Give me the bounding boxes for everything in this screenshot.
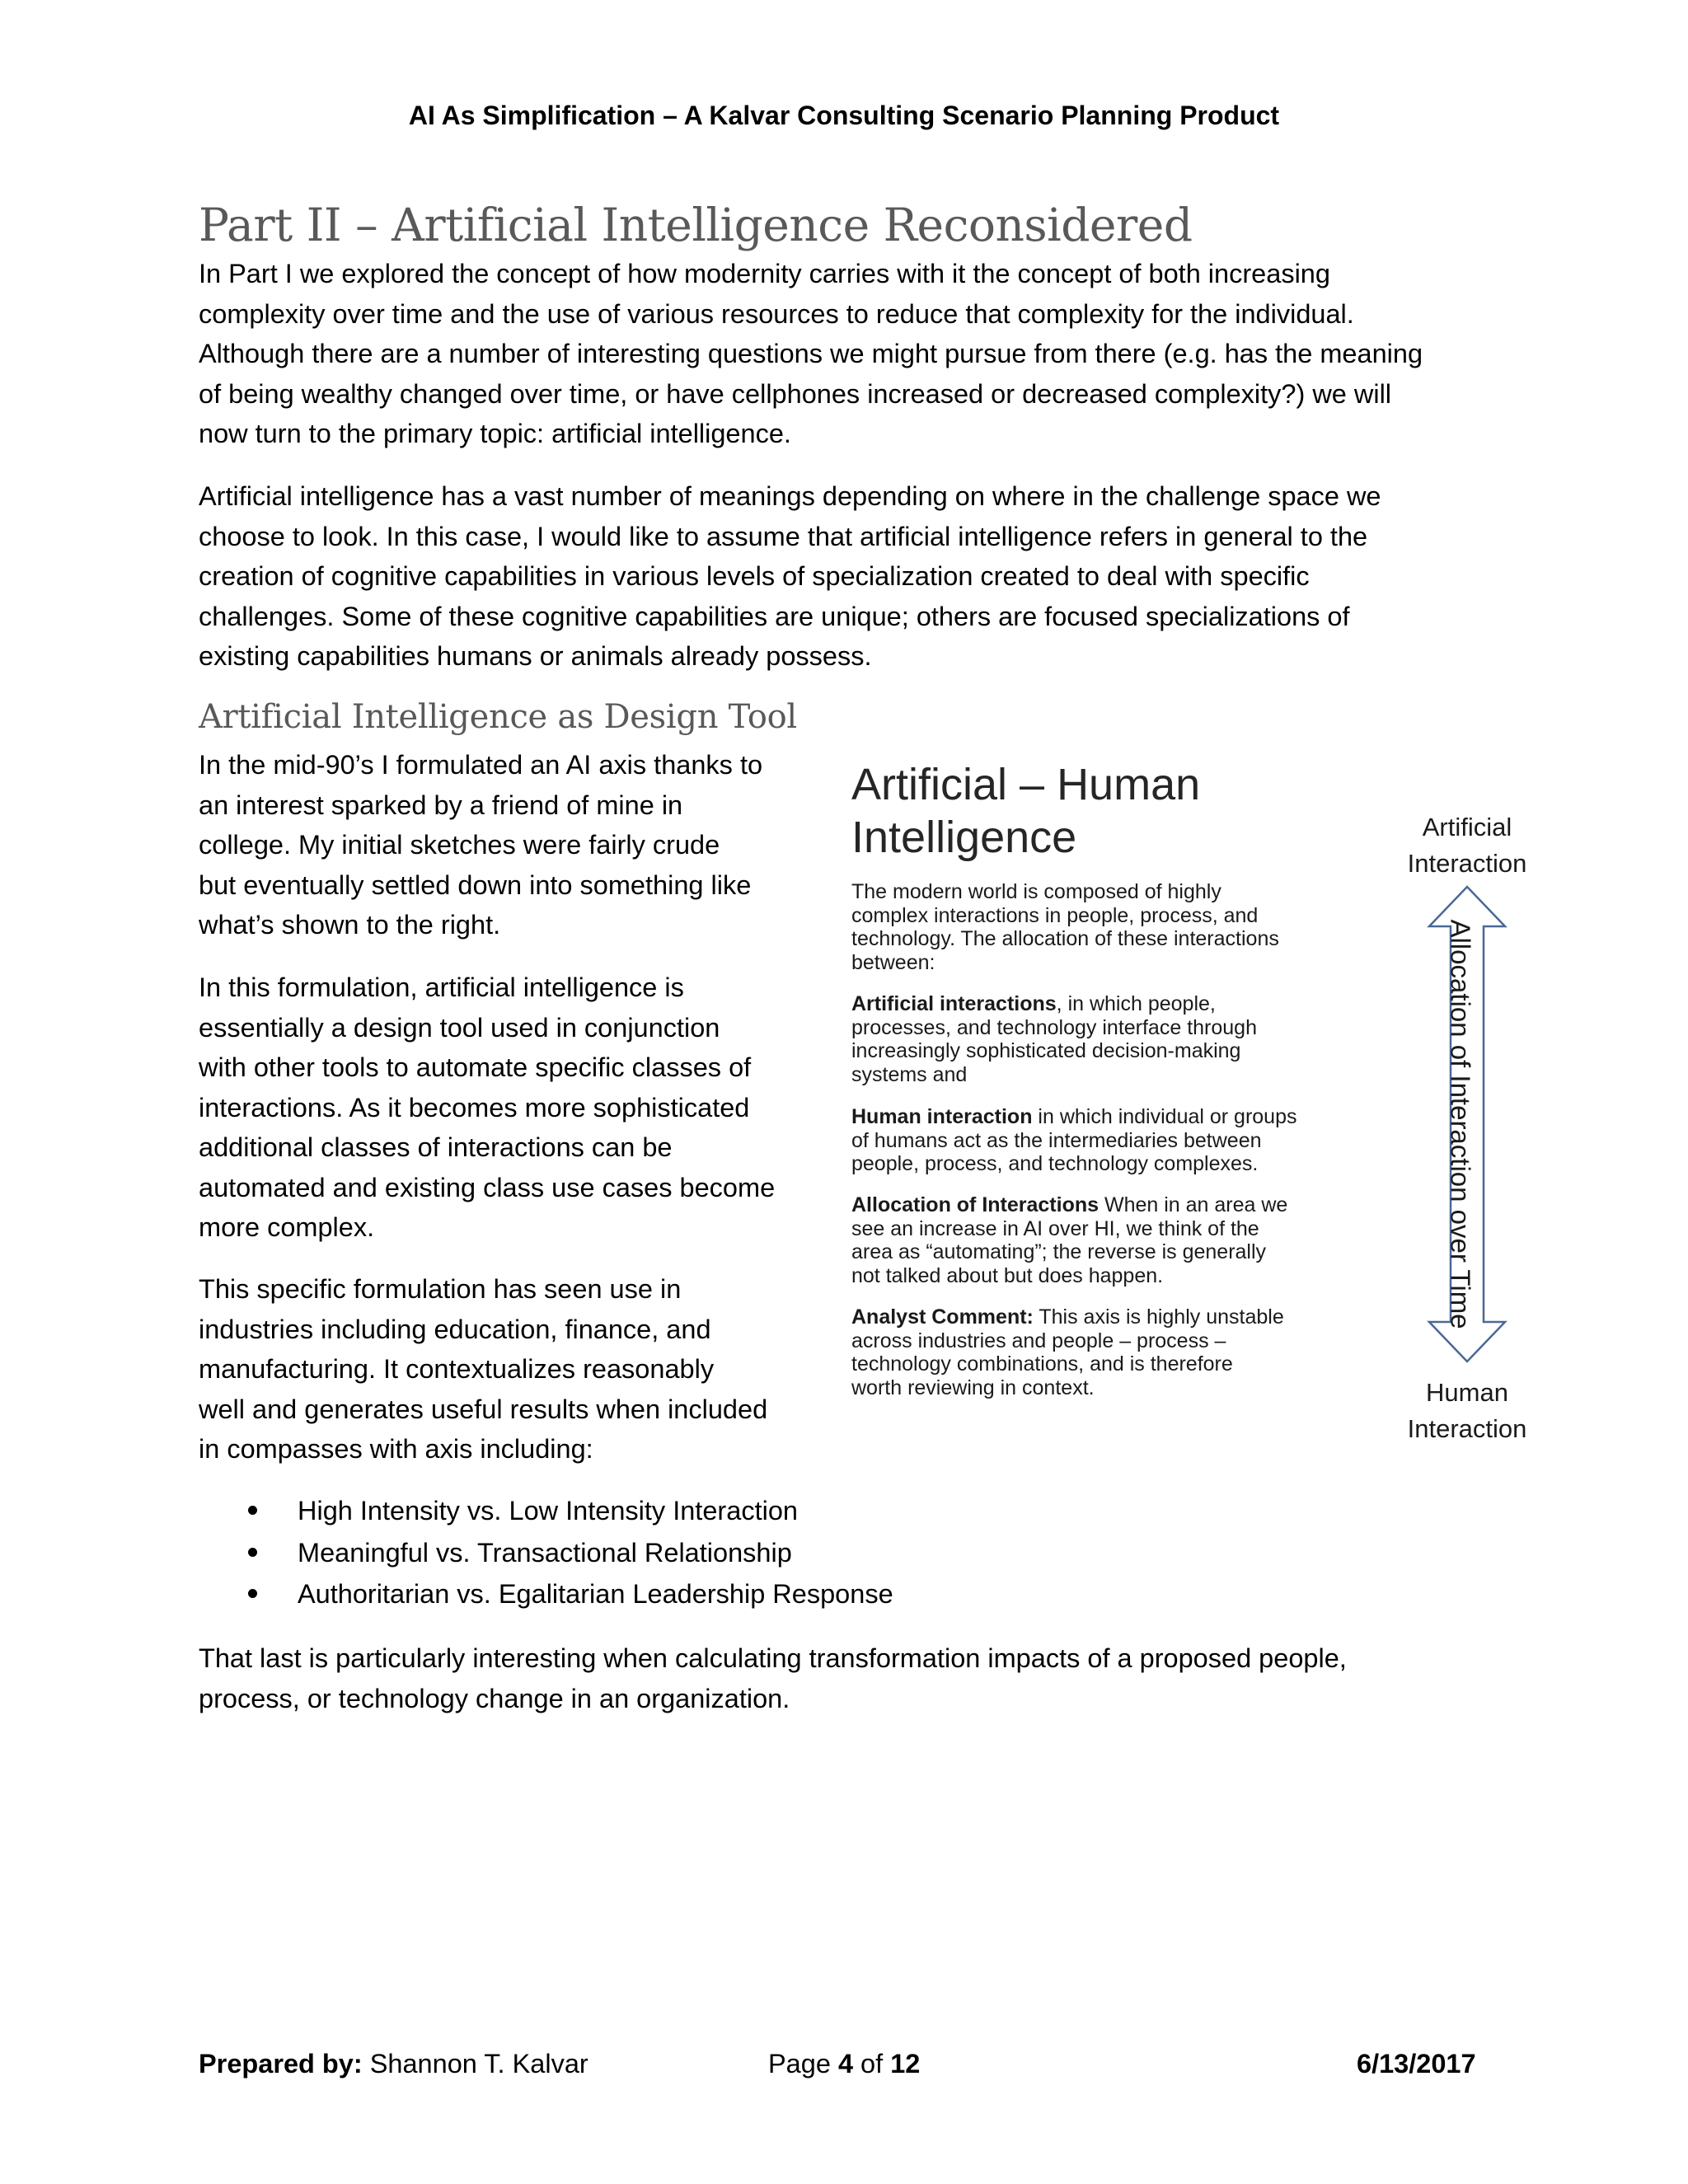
term-text: in which individual or groups [1032, 1105, 1297, 1128]
text-line: an interest sparked by a friend of mine in [199, 790, 683, 820]
text-line: well and generates useful results when included [199, 1394, 768, 1424]
double-arrow-icon [1424, 885, 1510, 1363]
text-line: what’s shown to the right. [199, 910, 501, 940]
figure-title [851, 758, 1200, 864]
footer-page-prefix: Page [768, 2049, 838, 2079]
design-tool-paragraph-2 [199, 968, 775, 1248]
text-line: with other tools to automate specific classes of [199, 1052, 752, 1082]
list-item [199, 1532, 893, 1574]
axis-top-label [1385, 809, 1550, 882]
figure-title-line: Intelligence [851, 813, 1077, 862]
figure-line: of humans act as the intermediaries between [851, 1128, 1262, 1152]
axis-label-line: Interaction [1407, 849, 1527, 878]
list-item [199, 1490, 893, 1532]
text-line: complexity over time and the use of various resources to reduce that complexity for the individual. [199, 298, 1354, 329]
term-text: This axis is highly unstable [1033, 1305, 1284, 1329]
footer-author: Shannon T. Kalvar [362, 2049, 588, 2079]
list-item [199, 1573, 893, 1615]
figure-line [851, 992, 1257, 1016]
text-line: of being wealthy changed over time, or have cellphones increased or decreased complexity?) we will [199, 378, 1392, 409]
text-line: existing capabilities humans or animals already possess. [199, 641, 872, 671]
footer-page-of: of [853, 2049, 891, 2079]
figure-line: complex interactions in people, process, and [851, 903, 1259, 927]
term-label: Artificial interactions [851, 992, 1057, 1015]
figure-title-line: Artificial – Human [851, 760, 1201, 809]
axis-label-line: Human [1426, 1378, 1508, 1407]
list-item-text: Meaningful vs. Transactional Relationship [298, 1537, 792, 1568]
figure-line: processes, and technology interface through [851, 1015, 1257, 1039]
text-line: industries including education, finance, and [199, 1314, 711, 1344]
text-line: This specific formulation has seen use in [199, 1274, 682, 1304]
figure-line: see an increase in AI over HI, we think of the [851, 1216, 1259, 1240]
ai-definition-paragraph [199, 476, 1381, 677]
text-line: interactions. As it becomes more sophisticated [199, 1092, 750, 1122]
list-item-text: Authoritarian vs. Egalitarian Leadership Response [298, 1579, 893, 1609]
footer-page-number [768, 2047, 920, 2080]
figure-line: The modern world is composed of highly [851, 880, 1221, 903]
closing-paragraph [199, 1638, 1347, 1718]
figure-allocation [851, 1193, 1287, 1287]
subsection-heading: Artificial Intelligence as Design Tool [199, 698, 797, 736]
design-tool-paragraph-3 [199, 1269, 767, 1469]
page-header: AI As Simplification – A Kalvar Consulting Scenario Planning Product [408, 101, 1280, 130]
text-line: In this formulation, artificial intelligence is [199, 972, 684, 1002]
text-line: In Part I we explored the concept of how modernity carries with it the concept of both increasing [199, 259, 1330, 288]
figure-artificial-interactions [851, 992, 1257, 1086]
text-line: That last is particularly interesting when calculating transformation impacts of a proposed people, [199, 1643, 1347, 1673]
figure-line [851, 1193, 1287, 1217]
text-line: more complex. [199, 1212, 375, 1242]
intro-paragraph [199, 254, 1423, 454]
text-line: college. My initial sketches were fairly crude [199, 830, 720, 860]
figure-line: technology combinations, and is therefore [851, 1352, 1233, 1376]
text-line: challenges. Some of these cognitive capabilities are unique; others are focused specializations of [199, 601, 1350, 631]
figure-line: not talked about but does happen. [851, 1263, 1164, 1287]
figure-line [851, 1305, 1284, 1329]
arrow-label: Allocation of Interaction over Time [1445, 919, 1476, 1329]
axis-label-line: Interaction [1407, 1414, 1527, 1443]
text-line: now turn to the primary topic: artificial intelligence. [199, 419, 791, 448]
figure-human-interaction [851, 1105, 1297, 1176]
axis-bottom-label [1385, 1375, 1550, 1447]
text-line: but eventually settled down into something like [199, 869, 752, 900]
figure-line: technology. The allocation of these interactions [851, 927, 1279, 950]
figure-line: people, process, and technology complexes. [851, 1152, 1259, 1175]
term-label: Human interaction [851, 1105, 1033, 1128]
footer-prepared-by [199, 2047, 588, 2080]
text-line: manufacturing. It contextualizes reasonably [199, 1354, 715, 1384]
text-line: in compasses with axis including: [199, 1434, 593, 1464]
axis-label-line: Artificial [1422, 813, 1512, 841]
text-line: automated and existing class use cases become [199, 1172, 776, 1202]
text-line: Although there are a number of interesting questions we might pursue from there (e.g. has the meaning [199, 339, 1423, 368]
term-label: Analyst Comment: [851, 1305, 1034, 1329]
figure-line: between: [851, 950, 935, 974]
design-tool-paragraph-1 [199, 745, 762, 945]
term-text: , in which people, [1056, 992, 1216, 1015]
text-line: Artificial intelligence has a vast number of meanings depending on where in the challenge space we [199, 481, 1381, 511]
figure-line: worth reviewing in context. [851, 1376, 1095, 1399]
text-line: essentially a design tool used in conjunction [199, 1012, 720, 1043]
axis-bullet-list [199, 1490, 893, 1615]
figure-line: area as “automating”; the reverse is generally [851, 1240, 1267, 1263]
text-line: additional classes of interactions can be [199, 1132, 673, 1162]
bullet-icon [248, 1589, 257, 1598]
text-line: process, or technology change in an organization. [199, 1683, 790, 1713]
figure-line [851, 1105, 1297, 1129]
term-label: Allocation of Interactions [851, 1193, 1100, 1216]
list-item-text: High Intensity vs. Low Intensity Interaction [298, 1496, 798, 1526]
figure-analyst-comment [851, 1305, 1284, 1399]
figure-intro [851, 880, 1279, 974]
text-line: creation of cognitive capabilities in various levels of specialization created to deal with specific [199, 561, 1310, 591]
figure-line: increasingly sophisticated decision-making [851, 1039, 1241, 1062]
text-line: In the mid-90’s I formulated an AI axis thanks to [199, 750, 763, 780]
footer-date: 6/13/2017 [1357, 2049, 1476, 2079]
figure-line: systems and [851, 1062, 968, 1086]
section-heading: Part II – Artificial Intelligence Reconsidered [199, 199, 1193, 251]
text-line: choose to look. In this case, I would like to assume that artificial intelligence refers in general to the [199, 521, 1368, 551]
footer-page-current: 4 [837, 2049, 854, 2079]
figure-line: across industries and people – process – [851, 1329, 1226, 1352]
footer-page-total: 12 [890, 2049, 921, 2079]
term-text: When in an area we [1099, 1193, 1288, 1216]
bullet-icon [248, 1548, 257, 1557]
bullet-icon [248, 1506, 257, 1515]
footer-prepared-label: Prepared by: [199, 2049, 363, 2079]
